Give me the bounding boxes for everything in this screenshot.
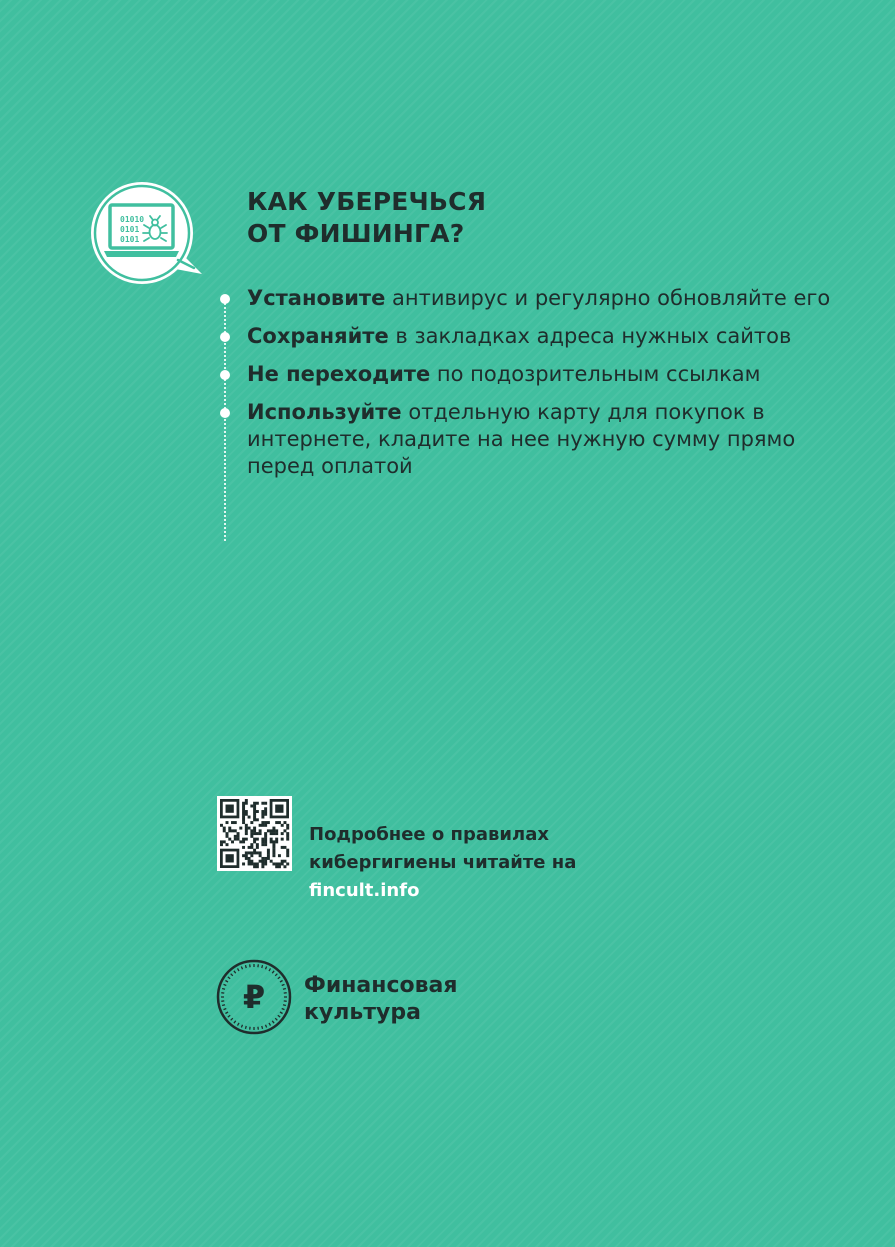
bullet-dot-icon: [220, 332, 230, 342]
tip-text: антивирус и регулярно обновляйте его: [385, 286, 831, 310]
tip-action: Установите: [247, 286, 386, 310]
ruble-clock-icon: [214, 957, 294, 1037]
tip-text: отдельную карту для покупок в интернете, кладите на нее нужную сумму прямо перед оплатой: [247, 400, 796, 478]
logo-line-1: Финансовая: [304, 973, 458, 998]
code-line-1: 01010: [120, 215, 145, 224]
tip-action: Используйте: [247, 400, 402, 424]
list-item: [216, 285, 836, 312]
page-title: [247, 186, 486, 250]
logo-text: [304, 972, 458, 1026]
code-line-2: 0101: [120, 225, 140, 234]
tip-text: в закладках адреса нужных сайтов: [388, 324, 792, 348]
title-line-2: ОТ ФИШИНГА?: [247, 219, 465, 248]
more-info-line-1: Подробнее о правилах: [309, 824, 549, 845]
list-item: [216, 323, 836, 350]
code-line-3: 0101: [120, 235, 140, 244]
more-info-line-2-text: кибергигиены читайте на: [309, 852, 577, 873]
ruble-symbol: ₽: [242, 978, 266, 1016]
more-info-line-2: [309, 849, 576, 905]
laptop-bug-icon: [82, 178, 208, 292]
list-item: [216, 399, 836, 480]
more-info-text: [309, 821, 576, 905]
bullet-dot-icon: [220, 408, 230, 418]
bullet-dot-icon: [220, 370, 230, 380]
logo-line-2: культура: [304, 1000, 421, 1025]
tip-action: Сохраняйте: [247, 324, 389, 348]
bullet-dot-icon: [220, 294, 230, 304]
tip-text: по подозрительным ссылкам: [430, 362, 761, 386]
fincult-link[interactable]: fincult.info: [309, 880, 420, 901]
qr-code-icon[interactable]: [217, 796, 292, 871]
tips-list: [216, 285, 836, 491]
title-line-1: КАК УБЕРЕЧЬСЯ: [247, 187, 487, 216]
tip-action: Не переходите: [247, 362, 431, 386]
list-item: [216, 361, 836, 388]
